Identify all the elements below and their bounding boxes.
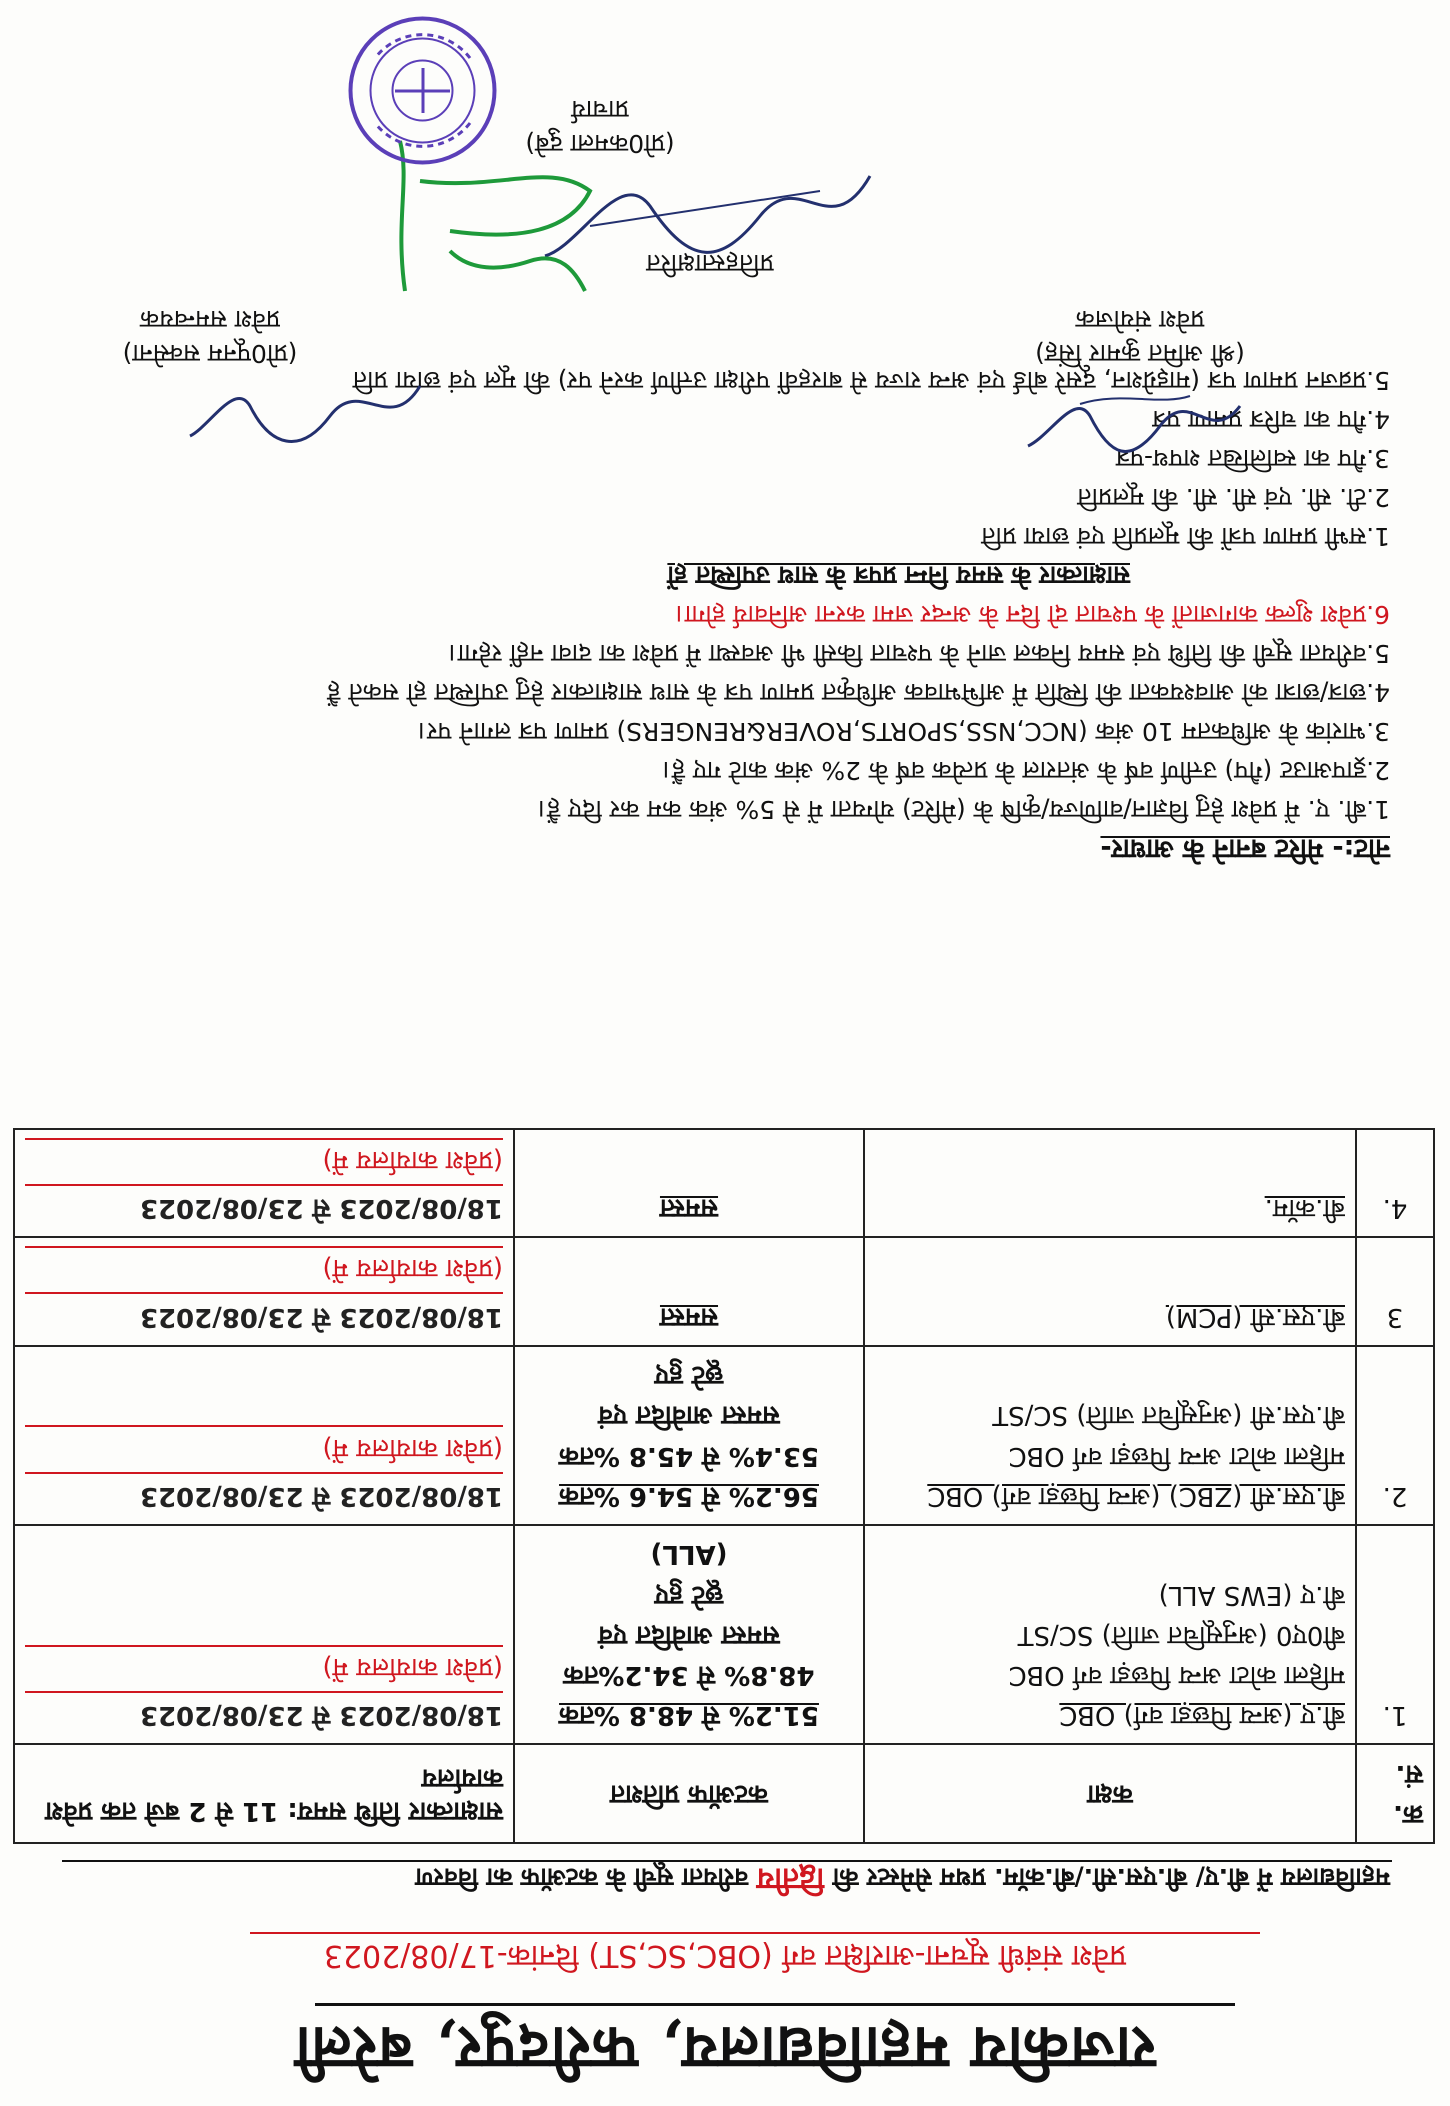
- row-cutoff: [514, 1129, 864, 1238]
- doc-item: 1.सभी प्रमाण पत्रों की मूलप्रति एवं छाया प्रति: [981, 522, 1390, 551]
- cutoff-table: [13, 1128, 1435, 1844]
- table-header-row: [14, 1744, 1434, 1843]
- row-date: [14, 1525, 514, 1744]
- row-date: [14, 1237, 514, 1346]
- interview-location: (प्रवेश कार्यालय में): [25, 1246, 503, 1292]
- doc-item: 2.टी. सी. एवं सी. सी. की मूलप्रति: [1077, 483, 1390, 512]
- class-line: बी.एस.सी (ZBC) (अन्य पिछड़ा वर्ग) OBC: [927, 1480, 1345, 1511]
- countersigned-label: प्रतिहस्ताक्षरित: [646, 249, 774, 278]
- interview-dates: 18/08/2023 से 23/08/2023: [25, 1691, 503, 1735]
- note-item: 2.ड्रापआउट (गैप) उत्तीर्ण वर्ष के अंतराल के प्रत्येक वर्ष के 2% अंक काटे गए हैं।: [662, 756, 1390, 785]
- class-line: बी0ए0 (अनुसूचित जाति) SC/ST: [1017, 1619, 1345, 1650]
- intro-underline: [62, 1860, 1392, 1862]
- doc-item: 5.प्रव्रजन प्रमाण पत्र (माइग्रेशन, दूसरे बोर्ड एवं अन्य राज्य से बारहवीं परीक्षा उत्तीर्ण करने पर) की मूल एवं छाया प्रति: [352, 366, 1390, 395]
- interview-location: (प्रवेश कार्यालय में): [25, 1138, 503, 1184]
- cutoff-line: छूटे हुए: [654, 1360, 724, 1391]
- row-serial: 3: [1356, 1237, 1434, 1346]
- interview-dates: 18/08/2023 से 23/08/2023: [25, 1184, 503, 1228]
- class-line: बी.एस.सी (अनुसूचित जाति) SC/ST: [992, 1400, 1345, 1431]
- table-row: [14, 1525, 1434, 1744]
- row-date: [14, 1129, 514, 1238]
- row-date: [14, 1346, 514, 1525]
- cutoff-main: 51.2% से 48.8 %तक: [559, 1700, 819, 1731]
- class-line: बी.एस.सी (PCM): [1165, 1301, 1345, 1332]
- note-red-item: 6.प्रवेश शुल्क कागजातों के पश्चात दो दिन के अन्दर जमा करना अनिवार्य होगा।: [675, 600, 1390, 629]
- table-row: [14, 1237, 1434, 1346]
- principal-name: (प्रो0कमला दुबे): [525, 129, 675, 158]
- row-serial: 1.: [1356, 1525, 1434, 1744]
- class-line: महिला कोटा अन्य पिछड़ा वर्ग OBC: [1008, 1440, 1345, 1471]
- cutoff-line: 53.4% से 45.8 %तक: [559, 1440, 819, 1471]
- cutoff-line: 48.8% से 34.2%तक: [563, 1660, 815, 1691]
- principal-signature-block: [450, 93, 750, 161]
- convener-name: (श्री अमित कुमार सिंह): [1035, 339, 1245, 368]
- row-class: [864, 1346, 1356, 1525]
- header-date: साक्षात्कार तिथि समय: 11 से 2 बजे तक प्रवेश कार्यालय: [14, 1744, 514, 1843]
- coordinator-title: प्रवेश समन्वयक: [140, 305, 280, 334]
- row-cutoff: [514, 1525, 864, 1744]
- row-class: [864, 1129, 1356, 1238]
- coordinator-name: (प्रो0पूनम सक्सेना): [122, 339, 298, 368]
- title-underline: [315, 2003, 1235, 2006]
- principal-title: प्राचार्य: [571, 95, 629, 124]
- notes-heading: नोट:- मेरिट बनाने के आधार-: [1100, 833, 1390, 864]
- class-line: बी.कॉम.: [1264, 1193, 1345, 1224]
- row-class: [864, 1525, 1356, 1744]
- convener-signature-block: [950, 303, 1330, 371]
- note-item: 5.वरीयता सूची की तिथि एवं समय निकल जाने के पश्चात किसी भी अवस्था में प्रवेश का दावा नहीं रहेगा।: [448, 639, 1390, 668]
- header-class: कक्षा: [864, 1744, 1356, 1843]
- note-item: 4.छात्र/छात्रा को आवश्यकता की स्थिति में अभिभावक अधिकृत प्रमाण पत्र के साथ साक्षात्कार हेतु उपस्थित हो सकते हैं: [327, 678, 1390, 707]
- note-item: 3.भारांक के अधिकतम 10 अंक (NCC,NSS,SPORTS,ROVER&RENGERS) प्रमाण पत्र लगाने पर।: [417, 717, 1390, 746]
- coordinator-signature-block: [50, 303, 370, 371]
- college-title: राजकीय महाविद्यालय, फरीदपुर, बरेली: [294, 2013, 1156, 2083]
- row-serial: 2.: [1356, 1346, 1434, 1525]
- class-line: बी.ए (EWS ALL): [1158, 1579, 1345, 1610]
- interview-dates: 18/08/2023 से 23/08/2023: [25, 1292, 503, 1336]
- signature-coordinator-icon: [180, 356, 440, 466]
- notes-list: [30, 634, 1390, 829]
- header-sn: क्र. सं.: [1356, 1744, 1434, 1843]
- class-line: बी.ए (अन्य पिछड़ा वर्ग) OBC: [1059, 1700, 1345, 1731]
- cutoff-main: 56.2% से 54.6 %तक: [559, 1480, 819, 1511]
- cutoff-line: समस्त आवेदित एवं: [598, 1619, 780, 1650]
- row-class: [864, 1237, 1356, 1346]
- intro-line: [30, 1860, 1390, 1901]
- row-cutoff: [514, 1346, 864, 1525]
- cutoff-main: समस्त: [659, 1301, 719, 1332]
- cutoff-line: छूटे हुए: [654, 1579, 724, 1610]
- interview-location: (प्रवेश कार्यालय में): [25, 1645, 503, 1691]
- convener-title: प्रवेश संयोजक: [1075, 305, 1205, 334]
- cutoff-main: समस्त: [659, 1193, 719, 1224]
- doc-item: 4.गैप का चरित्र प्रमाण पत्र: [1152, 405, 1390, 434]
- table-row: [14, 1129, 1434, 1238]
- cutoff-line: समस्त आवेदित एवं: [598, 1400, 780, 1431]
- interview-location: (प्रवेश कार्यालय में): [25, 1425, 503, 1471]
- notice-subtitle: प्रवेश संबंधी सूचना-आरक्षित वर्ग (OBC,SC,ST) दिनांक-17/08/2023: [323, 1938, 1127, 1973]
- signature-convener-icon: [1020, 376, 1250, 466]
- subtitle-underline: [250, 1932, 1260, 1934]
- intro-prefix: महाविद्यालय में बी.ए/ बी.एस.सी./बी.कॉम. प्रथम सेमेस्टर की: [832, 1863, 1390, 1892]
- class-line: महिला कोटा अन्य पिछड़ा वर्ग OBC: [1008, 1660, 1345, 1691]
- cutoff-line: (ALL): [650, 1539, 728, 1570]
- intro-highlight: द्वितीय: [756, 1861, 825, 1896]
- doc-item: 3.गैप का स्वलिखित शपथ-पत्र: [1115, 444, 1390, 473]
- docs-heading: साक्षात्कार के समय निम्न प्रपत्र के साथ उपस्थित हों: [667, 561, 1130, 590]
- header-cutoff: कटऑफ प्रतिशत: [514, 1744, 864, 1843]
- row-cutoff: [514, 1237, 864, 1346]
- intro-suffix: वरीयता सूची के कटऑफ का विवरण: [415, 1863, 749, 1892]
- interview-dates: 18/08/2023 से 23/08/2023: [25, 1472, 503, 1516]
- table-row: [14, 1346, 1434, 1525]
- row-serial: 4.: [1356, 1129, 1434, 1238]
- note-item: 1.बी. ए. में प्रवेश हेतु विज्ञान/वाणिज्य/कृषि के (मेरिट) योग्यता में से 5% अंक कम कर दिए हैं।: [537, 795, 1390, 824]
